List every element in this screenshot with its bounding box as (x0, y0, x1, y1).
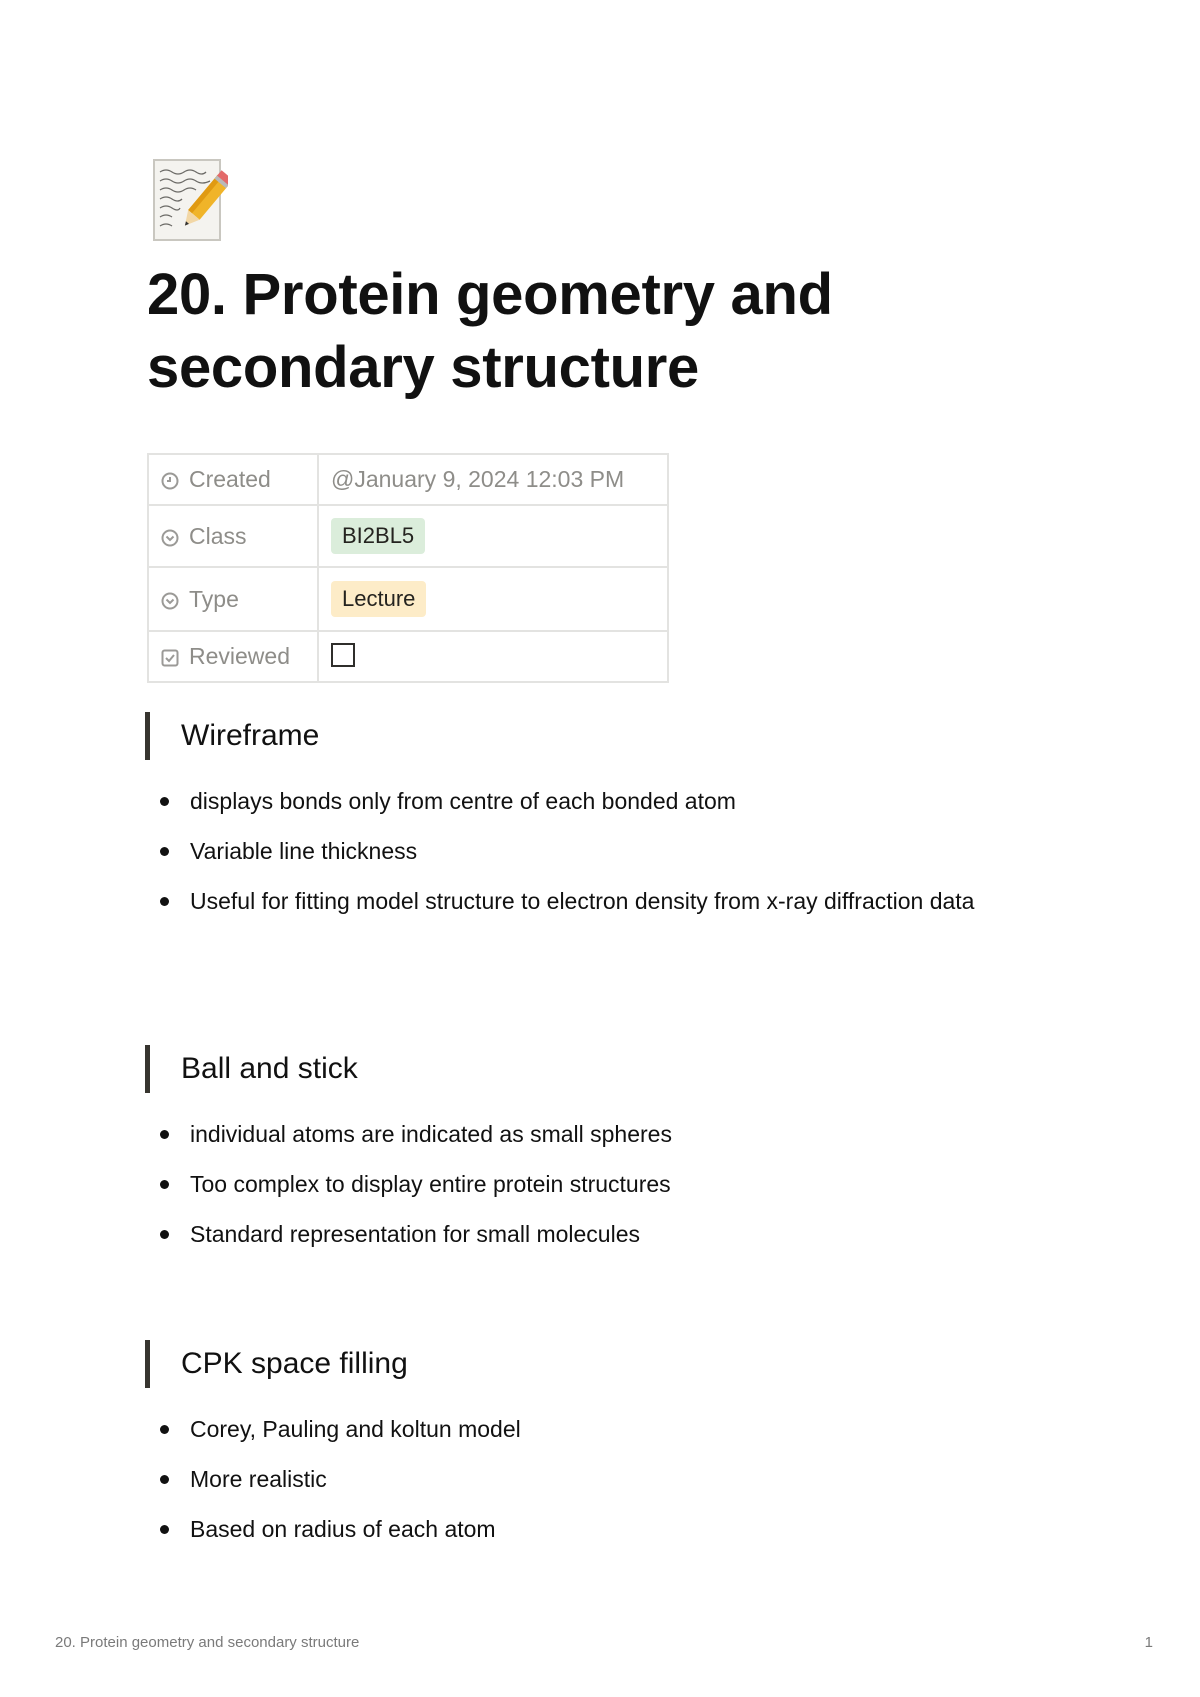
property-value (318, 631, 668, 682)
select-icon (161, 529, 179, 547)
property-row-reviewed (148, 631, 668, 682)
list-item (145, 1411, 1065, 1447)
section-heading: Wireframe (181, 719, 320, 752)
bullet-icon (160, 1180, 169, 1189)
quote-bar (145, 712, 150, 760)
bullet-list (145, 783, 1065, 919)
quote-heading (145, 1340, 1065, 1388)
quote-heading (145, 712, 1065, 760)
section-wireframe (145, 712, 1065, 933)
page-number: 1 (1144, 1634, 1153, 1651)
property-row-created (148, 454, 668, 505)
property-key (148, 505, 318, 567)
clock-icon (161, 472, 179, 490)
property-value[interactable] (318, 505, 668, 567)
list-item (145, 1216, 1065, 1252)
property-key (148, 567, 318, 631)
properties-table (147, 453, 669, 683)
page-title: 20. Protein geometry and secondary structure (147, 262, 833, 400)
bullet-icon (160, 1230, 169, 1239)
class-tag[interactable]: BI2BL5 (331, 518, 425, 554)
bullet-icon (160, 847, 169, 856)
page-footer: 20. Protein geometry and secondary structure (55, 1634, 360, 1651)
list-item-text: More realistic (190, 1466, 327, 1492)
type-tag[interactable]: Lecture (331, 581, 426, 617)
section-heading: CPK space filling (181, 1347, 408, 1380)
list-item-text: Standard representation for small molecules (190, 1221, 641, 1247)
section-heading: Ball and stick (181, 1052, 358, 1085)
property-label: Created (189, 466, 271, 492)
bullet-list (145, 1411, 1065, 1547)
list-item (145, 1166, 1065, 1202)
property-key (148, 631, 318, 682)
list-item (145, 1461, 1065, 1497)
property-row-class (148, 505, 668, 567)
quote-heading (145, 1045, 1065, 1093)
section-ball-and-stick (145, 1045, 1065, 1266)
property-value[interactable] (318, 454, 668, 505)
list-item (145, 783, 1065, 819)
list-item-text: Too complex to display entire protein structures (190, 1171, 671, 1197)
property-label: Class (189, 522, 247, 549)
bullet-icon (160, 1475, 169, 1484)
created-date: @January 9, 2024 12:03 PM (331, 466, 625, 492)
bullet-list (145, 1116, 1065, 1252)
list-item (145, 883, 1065, 919)
bullet-icon (160, 1425, 169, 1434)
property-value[interactable] (318, 567, 668, 631)
quote-bar (145, 1045, 150, 1093)
list-item (145, 1511, 1065, 1547)
bullet-icon (160, 1525, 169, 1534)
section-cpk-space-filling (145, 1340, 1065, 1561)
select-icon (161, 592, 179, 610)
list-item-text: displays bonds only from centre of each bonded atom (190, 788, 736, 814)
checkbox-icon (161, 649, 179, 667)
property-key (148, 454, 318, 505)
reviewed-checkbox[interactable] (331, 643, 355, 667)
property-row-type (148, 567, 668, 631)
list-item-text: Useful for fitting model structure to electron density from x-ray diffraction data (190, 888, 975, 914)
property-label: Reviewed (189, 643, 290, 669)
bullet-icon (160, 797, 169, 806)
property-label: Type (189, 585, 239, 612)
bullet-icon (160, 1130, 169, 1139)
bullet-icon (160, 897, 169, 906)
list-item-text: individual atoms are indicated as small spheres (190, 1121, 672, 1147)
list-item (145, 1116, 1065, 1152)
quote-bar (145, 1340, 150, 1388)
list-item-text: Variable line thickness (190, 838, 418, 864)
list-item (145, 833, 1065, 869)
memo-icon (150, 158, 228, 244)
list-item-text: Based on radius of each atom (190, 1516, 496, 1542)
list-item-text: Corey, Pauling and koltun model (190, 1416, 521, 1442)
